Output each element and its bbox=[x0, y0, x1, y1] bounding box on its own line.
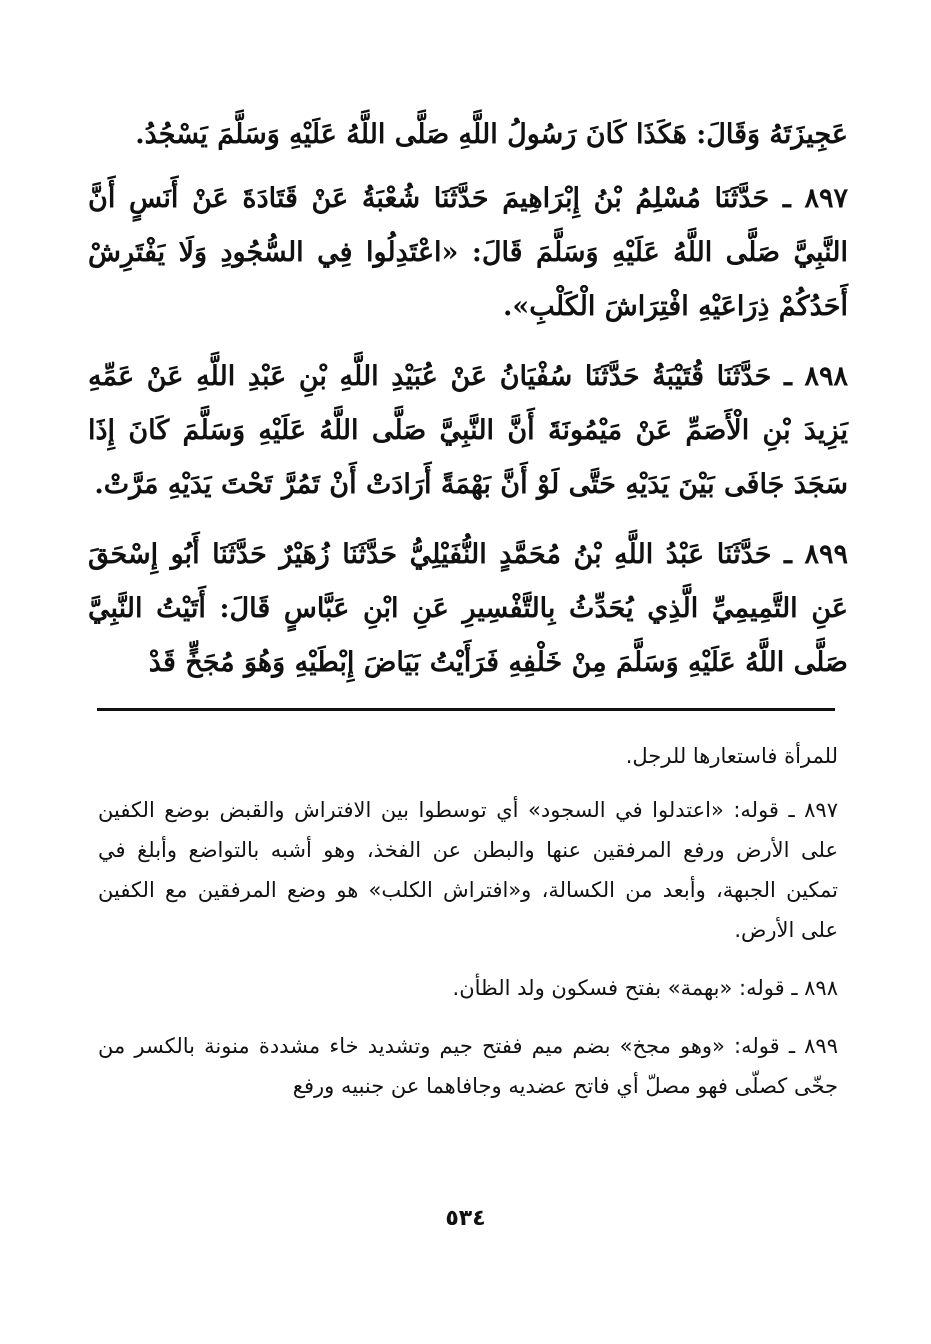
page-number: ٥٣٤ bbox=[445, 1206, 486, 1231]
footnote-898: ٨٩٨ ـ قوله: «بهمة» بفتح فسكون ولد الظأن. bbox=[452, 976, 838, 1000]
footnote-897: ٨٩٧ ـ قوله: «اعتدلوا في السجود» أي توسطوا بين الافتراش والقبض بوضع الكفين على الأرض ورفع المرفقين عنها والبطن عن الفخذ، وهو أشبه بالتواضع وأبلغ في تمكين الجبهة، وأبعد من الكسالة، و«افتراش الكلب» هو وضع المرفقين مع الكفين على الأرض. bbox=[98, 798, 838, 942]
hadith-paragraph-897: ٨٩٧ ـ حَدَّثَنَا مُسْلِمُ بْنُ إِبْرَاهِيمَ حَدَّثَنَا شُعْبَةُ عَنْ قَتَادَةَ عَنْ أَنَسٍ أَنَّ النَّبِيَّ صَلَّى اللَّهُ عَلَيْهِ وَسَلَّمَ قَالَ: «اعْتَدِلُوا فِي السُّجُودِ وَلَا يَفْتَرِشْ أَحَدُكُمْ ذِرَاعَيْهِ افْتِرَاشَ الْكَلْبِ». bbox=[88, 183, 849, 322]
hadith-text bbox=[88, 108, 848, 706]
footnote-continuation: للمرأة فاستعارها للرجل. bbox=[625, 744, 838, 768]
footnote-899: ٨٩٩ ـ قوله: «وهو مجخ» بضم ميم ففتح جيم وتشديد خاء مشددة منونة بالكسر من جخّى كصلّى فهو مصلّ أي فاتح عضديه وجافاهما عن جنبيه ورفع bbox=[98, 1034, 838, 1098]
hadith-paragraph-899: ٨٩٩ ـ حَدَّثَنَا عَبْدُ اللَّهِ بْنُ مُحَمَّدٍ النُّفَيْلِيُّ حَدَّثَنَا زُهَيْرٌ حَدَّثَنَا أَبُو إِسْحَقَ عَنِ التَّمِيمِيِّ الَّذِي يُحَدِّثُ بِالتَّفْسِيرِ عَنِ ابْنِ عَبَّاسٍ قَالَ: أَتَيْتُ النَّبِيَّ صَلَّى اللَّهُ عَلَيْهِ وَسَلَّمَ مِنْ خَلْفِهِ فَرَأَيْتُ بَيَاضَ إِبْطَيْهِ وَهُوَ مُجَخٍّ قَدْ bbox=[88, 539, 848, 678]
footnote-divider bbox=[97, 708, 835, 711]
hadith-paragraph-continuation: عَجِيزَتَهُ وَقَالَ: هَكَذَا كَانَ رَسُولُ اللَّهِ صَلَّى اللَّهُ عَلَيْهِ وَسَلَّمَ يَسْجُدُ. bbox=[135, 119, 848, 150]
hadith-paragraph-898: ٨٩٨ ـ حَدَّثَنَا قُتَيْبَةُ حَدَّثَنَا سُفْيَانُ عَنْ عُبَيْدِ اللَّهِ بْنِ عَبْدِ اللَّهِ عَنْ عَمِّهِ يَزِيدَ بْنِ الْأَصَمِّ عَنْ مَيْمُونَةَ أَنَّ النَّبِيَّ صَلَّى اللَّهُ عَلَيْهِ وَسَلَّمَ كَانَ إِذَا سَجَدَ جَافَى بَيْنَ يَدَيْهِ حَتَّى لَوْ أَنَّ بَهْمَةً أَرَادَتْ أَنْ تَمُرَّ تَحْتَ يَدَيْهِ مَرَّتْ. bbox=[88, 361, 848, 500]
footnotes bbox=[98, 736, 838, 1124]
